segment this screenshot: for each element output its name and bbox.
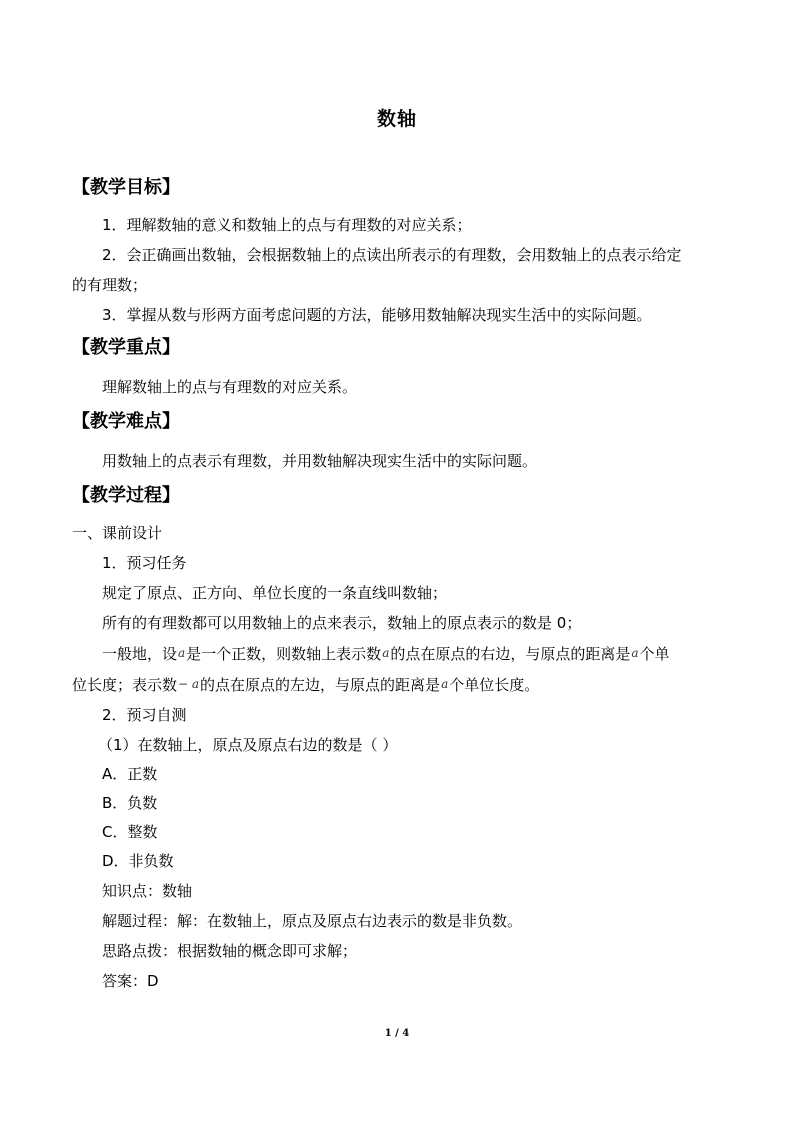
document-body: [72, 174, 724, 996]
task-line-4-text-1: 位长度；表示数: [72, 676, 178, 694]
task-line-3-text-4: 个单: [639, 645, 670, 663]
task-line-4-text-2: 的点在原点的左边，与原点的距离是: [200, 676, 441, 694]
section-heading-process: 【教学过程】: [72, 485, 180, 506]
part1-title: 一、课前设计: [72, 524, 163, 542]
solution-process: 解题过程：解：在数轴上，原点及原点右边表示的数是非负数。: [102, 912, 523, 930]
section-heading-goals: 【教学目标】: [72, 177, 180, 198]
sub2-title: 2．预习自测: [102, 706, 187, 724]
knowledge-point: 知识点：数轴: [102, 882, 193, 900]
task-line-2: 所有的有理数都可以用数轴上的点来表示，数轴上的原点表示的数是 0；: [102, 614, 582, 632]
sub1-title: 1．预习任务: [102, 554, 187, 572]
goal-item-2-continued: 的有理数；: [72, 276, 148, 294]
task-line-1: 规定了原点、正方向、单位长度的一条直线叫数轴；: [102, 584, 448, 602]
key-points-text: 理解数轴上的点与有理数的对应关系。: [102, 378, 358, 396]
option-c: C．整数: [102, 823, 158, 841]
task-line-3-text-1: 一般地，设: [102, 645, 178, 663]
option-a: A．正数: [102, 765, 158, 783]
solution-hint: 思路点拨：根据数轴的概念即可求解；: [102, 942, 358, 960]
goal-item-3: 3．掌握从数与形两方面考虑问题的方法，能够用数轴解决现实生活中的实际问题。: [102, 306, 652, 324]
task-line-4: [72, 669, 724, 700]
answer: 答案：D: [102, 972, 159, 990]
variable-a: a: [441, 677, 449, 691]
variable-a: a: [631, 646, 639, 660]
option-d: D．非负数: [102, 852, 174, 870]
difficulties-text: 用数轴上的点表示有理数，并用数轴解决现实生活中的实际问题。: [102, 452, 538, 470]
document-title: 数轴: [376, 108, 417, 130]
task-line-4-text-3: 个单位长度。: [449, 676, 540, 694]
task-line-3-text-3: 的点在原点的右边，与原点的距离是: [390, 645, 631, 663]
section-heading-difficulties: 【教学难点】: [72, 411, 180, 432]
page-number: 1 / 4: [384, 1028, 410, 1039]
question-1: （1）在数轴上，原点及原点右边的数是（ ）: [98, 736, 398, 754]
task-line-3-text-2: 是一个正数，则数轴上表示数: [186, 645, 382, 663]
variable-a: a: [178, 646, 186, 660]
option-b: B．负数: [102, 794, 158, 812]
goal-item-2: 2．会正确画出数轴，会根据数轴上的点读出所表示的有理数，会用数轴上的点表示给定: [102, 246, 682, 264]
variable-negative-a: − a: [178, 677, 200, 691]
variable-a: a: [382, 646, 390, 660]
section-heading-key-points: 【教学重点】: [72, 337, 180, 358]
task-line-3: [72, 638, 724, 669]
goal-item-1: 1．理解数轴的意义和数轴上的点与有理数的对应关系；: [102, 216, 472, 234]
